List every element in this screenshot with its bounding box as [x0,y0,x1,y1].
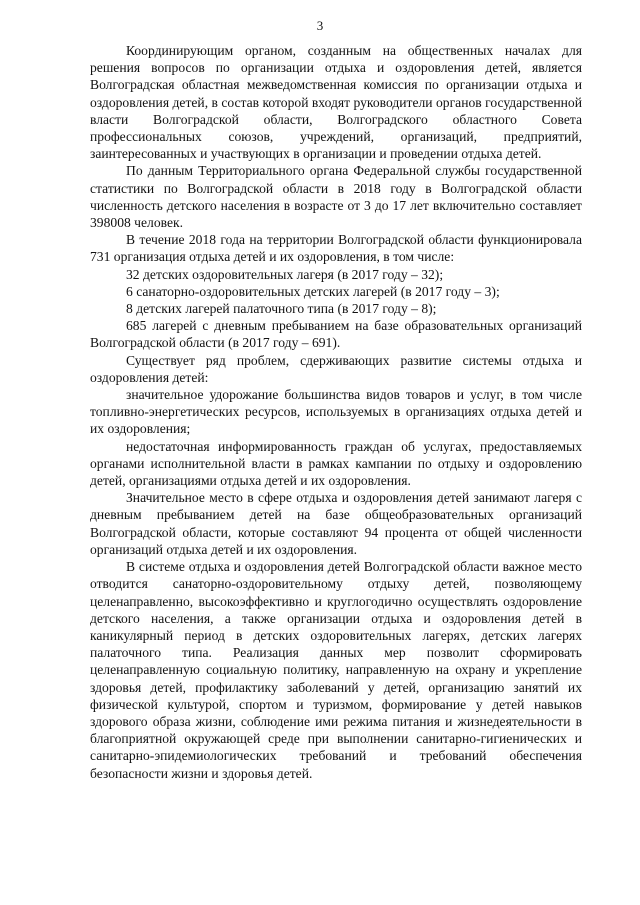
paragraph-statistics: По данным Территориального органа Федеральной службы государственной статистики по Волгоградской области в 2018 году в Волгоградской области численность детского населения в возрасте от 3 до 17 лет включительно составляет 398008 человек. [90,163,582,231]
paragraph-problems-intro: Существует ряд проблем, сдерживающих развитие системы отдыха и оздоровления детей: [90,352,582,385]
page-number: 3 [316,18,324,33]
paragraph-day-camps-share: Значительное место в сфере отдыха и оздоровления детей занимают лагеря с дневным пребыванием детей на базе общеобразовательных организаций Волгоградской области, которые составляют 94 процента от общей численности организаций отдыха детей и их оздоровления. [90,490,582,557]
list-item-sanatorium-camps: 6 санаторно-оздоровительных детских лагерей (в 2017 году – 3); [126,283,500,299]
paragraph-coordinating-body: Координирующим органом, созданным на общественных началах для решения вопросов по организации отдыха и оздоровления детей, является Волгоградская областная межведомственная комиссия по организации отдыха и оздоровления детей, в состав которой входят руководители органов государственной власти Волгоградской области, Волгоградского областного Совета профессиональных союзов, учреждений, организаций, предприятий, заинтересованных и участвующих в организации и проведении отдыха детей. [90,43,582,162]
document-body [90,42,582,782]
list-item-health-camps: 32 детских оздоровительных лагеря (в 2017 году – 32); [126,266,444,282]
problem-item-price-growth: значительное удорожание большинства видов товаров и услуг, в том числе топливно-энергетических ресурсов, используемых в организациях отдыха детей и их оздоровления; [90,387,582,437]
paragraph-organizations-count: В течение 2018 года на территории Волгоградской области функционировала 731 организация отдыха детей и их оздоровления, в том числе: [90,232,582,265]
paragraph-sanatorium-system: В системе отдыха и оздоровления детей Волгоградской области важное место отводится санаторно-оздоровительному отдыху детей, позволяющему целенаправленно, высокоэффективно и круглогодично осуществлять оздоровление детского населения, а также организации отдыха и оздоровления детей в каникулярный период в детских оздоровительных лагерях, детских лагерях палаточного типа. Реализация данных мер позволит сформировать целенаправленную социальную политику, направленную на охрану и укрепление здоровья детей, профилактику заболеваний у детей, организацию занятий их физической культурой, спортом и туризмом, формирование у детей навыков здорового образа жизни, соблюдение ими режима питания и жизнедеятельности в благоприятной окружающей среде при выполнении санитарно-гигиенических и санитарно-эпидемиологических требований и требований обеспечения безопасности жизни и здоровья детей. [90,559,582,781]
problem-item-awareness: недостаточная информированность граждан об услугах, предоставляемых органами исполнительной власти в рамках кампании по отдыху и оздоровлению детей, организациями отдыха детей и их оздоровления. [90,438,582,489]
list-item-day-camps: 685 лагерей с дневным пребыванием на базе образовательных организаций Волгоградской области (в 2017 году – 691). [90,318,582,351]
list-item-tent-camps: 8 детских лагерей палаточного типа (в 2017 году – 8); [126,301,437,317]
